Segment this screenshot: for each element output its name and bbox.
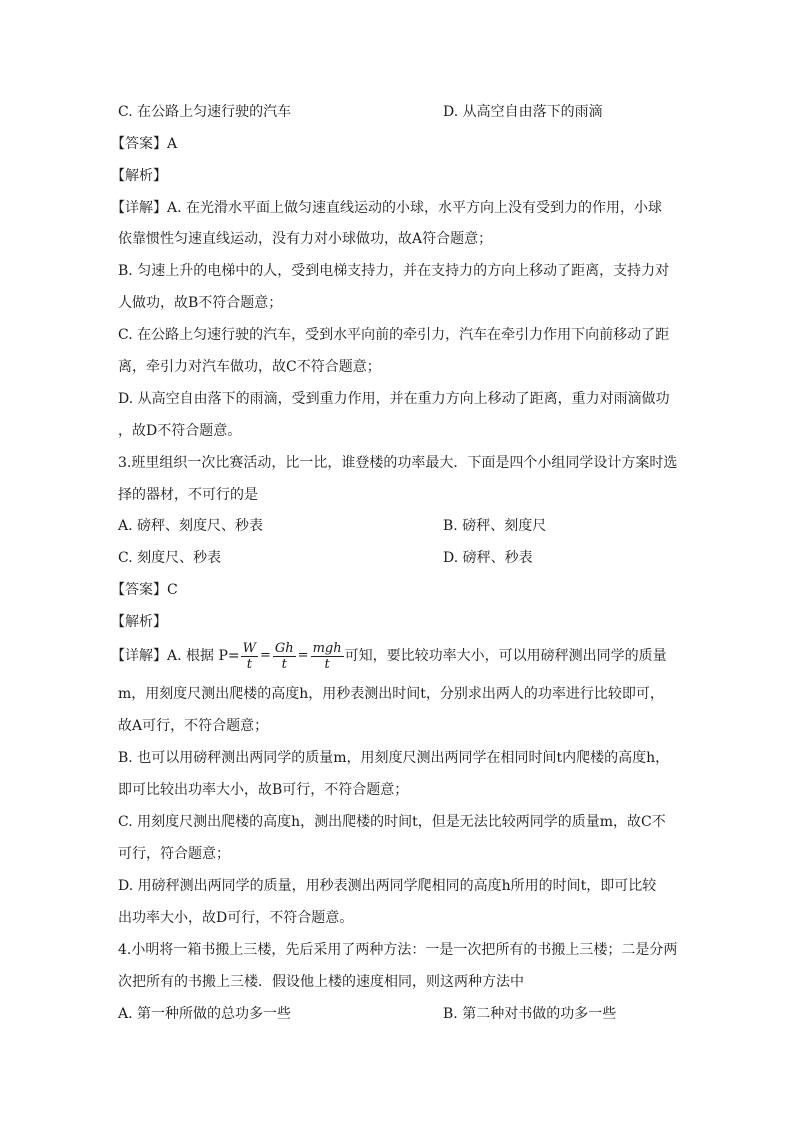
q3-analysis-label: 【解析】	[111, 614, 167, 630]
equals-sign: =	[297, 648, 309, 663]
q2-detail-line: ，故D不符合题意。	[118, 423, 242, 439]
fraction-denominator: t	[324, 656, 330, 672]
q2-detail-line: B. 匀速上升的电梯中的人，受到电梯支持力，并在支持力的方向上移动了距离，支持力对	[118, 263, 670, 279]
fraction-denominator: t	[281, 656, 287, 672]
equals-sign: =	[260, 648, 271, 663]
q3-answer: 【答案】C	[111, 582, 178, 598]
q4-option-a: A. 第一种所做的总功多一些	[118, 1006, 292, 1022]
q3-option-a: A. 磅秤、刻度尺、秒表	[118, 518, 264, 534]
power-formula	[240, 638, 345, 674]
q3-formula-prefix: 【详解】A. 根据 P=	[111, 648, 240, 664]
fraction-w-over-t	[241, 641, 258, 672]
q3-option-c: C. 刻度尺、秒表	[118, 550, 222, 566]
q2-detail-line: 依靠惯性匀速直线运动，没有力对小球做功，故A符合题意；	[118, 231, 493, 247]
q3-stem-line: 择的器材，不可行的是	[118, 487, 258, 503]
q3-detail-line: D. 用磅秤测出两同学的质量，用秒表测出两同学爬相同的高度h所用的时间t，即可比较	[118, 878, 657, 894]
fraction-numerator: W	[242, 640, 256, 656]
fraction-numerator: mgh	[312, 640, 342, 656]
q2-option-d: D. 从高空自由落下的雨滴	[443, 104, 603, 120]
q4-stem-line: 4.小明将一箱书搬上三楼，先后采用了两种方法：一是一次把所有的书搬上三楼；二是分两	[118, 942, 678, 958]
q2-answer: 【答案】A	[111, 136, 178, 152]
q3-detail-line: m，用刻度尺测出爬楼的高度h，用秒表测出时间t，分别求出两人的功率进行比较即可，	[118, 686, 664, 702]
q2-detail-line: D. 从高空自由落下的雨滴，受到重力作用，并在重力方向上移动了距离，重力对雨滴做功	[118, 391, 670, 407]
q3-option-d: D. 磅秤、秒表	[443, 550, 533, 566]
q3-detail-line: 故A可行，不符合题意；	[118, 718, 269, 734]
q3-formula-suffix: 可知，要比较功率大小，可以用磅秤测出同学的质量	[344, 648, 667, 664]
q2-detail-line: 离，牵引力对汽车做功，故C不符合题意；	[118, 359, 381, 375]
q3-detail-line: 即可比较出功率大小，故B可行，不符合题意；	[118, 782, 409, 798]
q2-analysis-label: 【解析】	[111, 168, 167, 184]
q4-option-b: B. 第二种对书做的功多一些	[443, 1006, 617, 1022]
q3-formula-line	[111, 638, 667, 674]
fraction-numerator: Gh	[274, 640, 294, 656]
fraction-gh-over-t	[273, 641, 296, 672]
fraction-denominator: t	[246, 656, 252, 672]
q3-option-b: B. 磅秤、刻度尺	[443, 518, 547, 534]
q3-detail-line: B. 也可以用磅秤测出两同学的质量m，用刻度尺测出两同学在相同时间t内爬楼的高度h，	[118, 750, 670, 766]
q4-stem-line: 次把所有的书搬上三楼．假设他上楼的速度相同，则这两种方法中	[118, 974, 524, 990]
q2-detail-line: C. 在公路上匀速行驶的汽车，受到水平向前的牵引力，汽车在牵引力作用下向前移动了距	[118, 327, 670, 343]
q2-detail-line: 【详解】A. 在光滑水平面上做匀速直线运动的小球，水平方向上没有受到力的作用，小球	[111, 200, 663, 216]
q2-detail-line: 人做功，故B不符合题意；	[118, 295, 283, 311]
q3-detail-line: 出功率大小，故D可行，不符合题意。	[118, 910, 354, 926]
q3-detail-line: C. 用刻度尺测出爬楼的高度h，测出爬楼的时间t，但是无法比较两同学的质量m，故C不	[118, 814, 666, 830]
q3-detail-line: 可行，符合题意；	[118, 846, 230, 862]
fraction-mgh-over-t	[311, 641, 344, 672]
q3-stem-line: 3.班里组织一次比赛活动，比一比，谁登楼的功率最大．下面是四个小组同学设计方案时选	[118, 455, 678, 471]
q2-option-c: C. 在公路上匀速行驶的汽车	[118, 104, 292, 120]
